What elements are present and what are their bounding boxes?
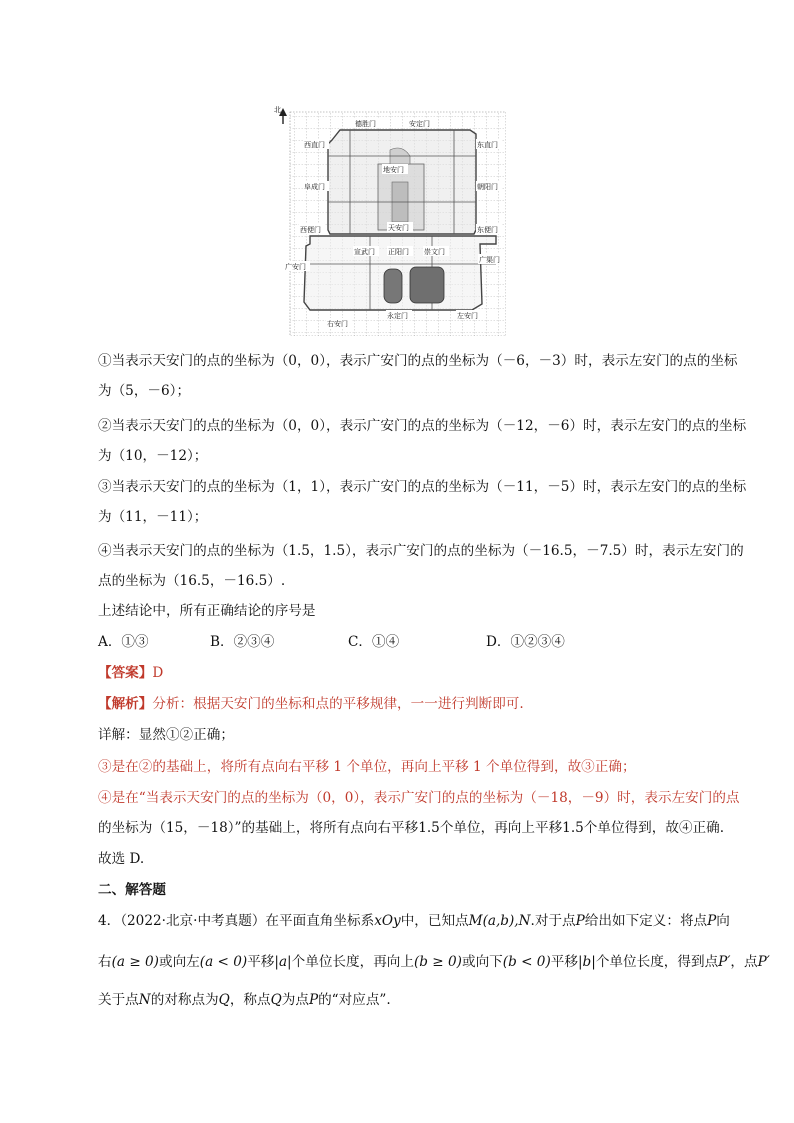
option-c: C．①④: [348, 634, 400, 650]
label-deshengmen: 德胜门: [355, 121, 376, 128]
analysis-text: 分析：根据天安门的坐标和点的平移规律，一一进行判断即可.: [152, 696, 524, 712]
north-label: 北: [274, 106, 281, 114]
question-text: 上述结论中，所有正确结论的序号是: [98, 603, 316, 619]
label-zhengyangmen: 正阳门: [388, 249, 409, 256]
statement-4-line-1: ④当表示天安门的点的坐标为（1.5，1.5），表示广安门的点的坐标为（－16.5，－7.5）时，表示左安门的: [98, 543, 744, 559]
statement-2-line-1: ②当表示天安门的点的坐标为（0，0），表示广安门的点的坐标为（－12，－6）时，表示左安门的点的坐标: [98, 418, 747, 434]
statement-2-line-2: 为（10，－12）；: [98, 448, 208, 464]
analysis-point-4-line-1: ④是在“当表示天安门的点的坐标为（0，0），表示广安门的点的坐标为（－18，－9）时，表示左安门的点: [98, 790, 740, 806]
answer-tag: 【答案】: [98, 665, 153, 681]
beijing-gates-map: [270, 104, 506, 336]
question-4-line-2: 右(a ≥ 0)或向左(a < 0)平移|a|个单位长度，再向上(b ≥ 0)或向下(b < 0)平移|b|个单位长度，得到点P′，点P′: [98, 954, 770, 970]
statement-1-line-1: ①当表示天安门的点的坐标为（0，0），表示广安门的点的坐标为（－6，－3）时，表示左安门的点的坐标: [98, 353, 738, 369]
label-guangqumen: 广渠门: [479, 257, 500, 264]
label-xuanwumen: 宣武门: [354, 249, 375, 256]
label-xizhimen: 西直门: [304, 142, 325, 149]
statement-4-line-2: 点的坐标为（16.5，－16.5）.: [98, 573, 286, 589]
label-chaoyangmen: 朝阳门: [477, 184, 498, 191]
label-dongbianmen: 东便门: [477, 227, 498, 234]
label-xibianmen: 西便门: [300, 227, 321, 234]
label-chongwenmen: 崇文门: [424, 249, 445, 256]
section-2-title: 二、解答题: [98, 882, 166, 898]
question-4-line-3: 关于点N的对称点为Q，称点Q为点P的“对应点”.: [98, 992, 391, 1008]
label-dianmen: 地安门: [383, 167, 404, 174]
label-tiananmen: 天安门: [388, 225, 409, 232]
option-a: A．①③: [98, 634, 149, 650]
map-figure: [270, 104, 506, 336]
math-p: P: [575, 913, 585, 929]
label-fuchengmen: 阜成门: [304, 184, 325, 191]
analysis-detail: 详解：显然①②正确；: [98, 727, 234, 743]
math-xoy: xOy: [374, 913, 401, 929]
temple-of-heaven: [410, 267, 444, 303]
label-dongzhimen: 东直门: [477, 142, 498, 149]
option-b: B．②③④: [210, 634, 275, 650]
statement-3-line-1: ③当表示天安门的点的坐标为（1，1），表示广安门的点的坐标为（－11，－5）时，表示左安门的点的坐标: [98, 479, 747, 495]
statement-1-line-2: 为（5，－6）；: [98, 383, 191, 399]
option-d: D．①②③④: [486, 634, 565, 650]
question-4-line-1: 4．（2022·北京·中考真题）在平面直角坐标系xOy中，已知点M(a,b),N.对于点P给出如下定义：将点P向: [98, 913, 730, 929]
label-youanmen: 右安门: [327, 321, 348, 328]
temple-of-agriculture: [384, 269, 402, 303]
analysis-tag: 【解析】: [98, 696, 153, 712]
label-yongdingmen: 永定门: [387, 313, 408, 320]
label-zuoanmen: 左安门: [457, 313, 478, 320]
analysis-conclusion: 故选 D.: [98, 851, 145, 867]
answer-line: [98, 663, 163, 683]
math-point-m: M(a,b),N: [468, 913, 531, 929]
analysis-point-3: ③是在②的基础上，将所有点向右平移 1 个单位，再向上平移 1 个单位得到，故③正确；: [98, 759, 636, 775]
statement-3-line-2: 为（11，－11）；: [98, 509, 208, 525]
label-guanganmen: 广安门: [285, 264, 306, 271]
analysis-point-4-line-2: 的坐标为（15，－18）”的基础上，将所有点向右平移1.5个单位，再向上平移1.5个单位得到，故④正确.: [98, 820, 725, 836]
answer-value: D: [152, 665, 164, 681]
label-andingmen: 安定门: [409, 121, 430, 128]
analysis-line: [98, 694, 524, 714]
